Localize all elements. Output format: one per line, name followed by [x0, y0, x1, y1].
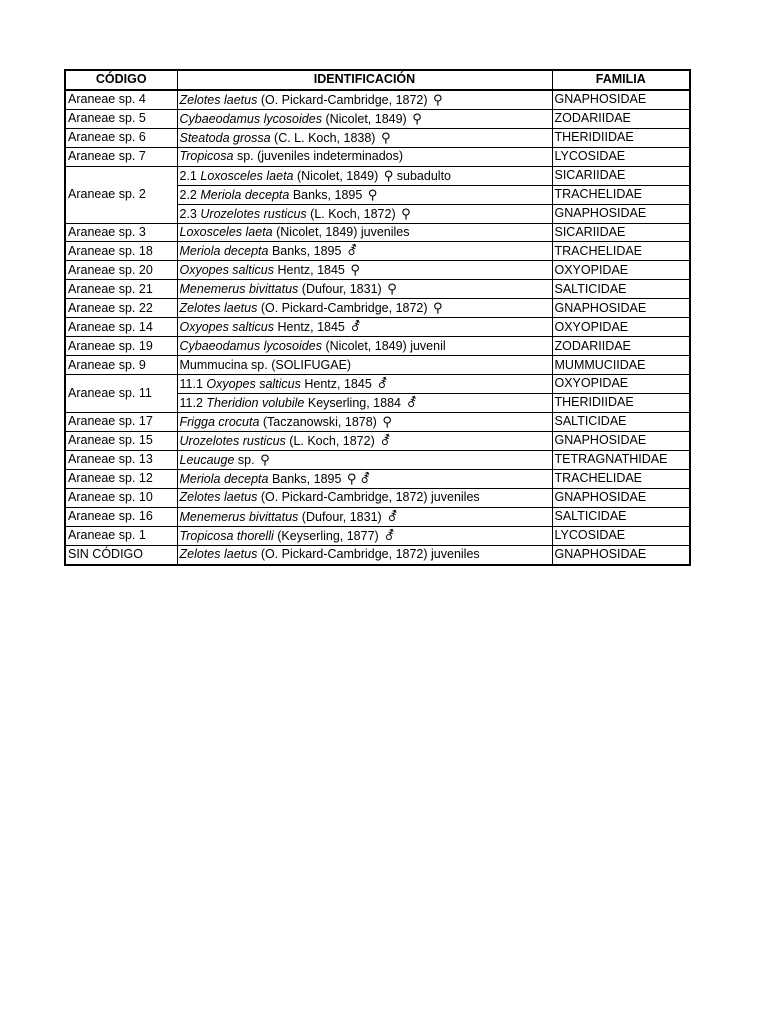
- authority: (O. Pickard-Cambridge, 1872) juveniles: [260, 490, 480, 505]
- sex-symbol-icon: ⚲: [387, 281, 397, 297]
- family-cell: TETRAGNATHIDAE: [552, 450, 690, 469]
- identification-cell: [177, 242, 552, 261]
- authority: (Dufour, 1831): [301, 282, 382, 297]
- sex-symbol-icon: ⚦: [387, 508, 399, 524]
- family-cell: OXYOPIDAE: [552, 261, 690, 280]
- family-cell: OXYOPIDAE: [552, 374, 690, 393]
- authority: (L. Koch, 1872): [289, 433, 375, 448]
- family-cell: TRACHELIDAE: [552, 185, 690, 204]
- table-row: [65, 356, 690, 375]
- table-row: [65, 261, 690, 280]
- code-cell: Araneae sp. 4: [65, 90, 177, 110]
- scientific-name: Tropicosa thorelli: [179, 528, 274, 543]
- table-row: [65, 242, 690, 261]
- scientific-name: Oxyopes salticus: [179, 320, 274, 335]
- species-table: [64, 69, 691, 566]
- identification-cell: [177, 128, 552, 147]
- family-cell: TRACHELIDAE: [552, 242, 690, 261]
- sub-number: 11.2: [179, 395, 203, 410]
- identification-cell: [177, 412, 552, 431]
- code-cell: Araneae sp. 15: [65, 431, 177, 450]
- identification-cell: [177, 299, 552, 318]
- identification-cell: [177, 337, 552, 356]
- identification-cell: [177, 526, 552, 545]
- family-cell: GNAPHOSIDAE: [552, 431, 690, 450]
- table-body: [65, 90, 690, 565]
- code-cell: Araneae sp. 18: [65, 242, 177, 261]
- identification-cell: [177, 147, 552, 166]
- code-cell: Araneae sp. 12: [65, 469, 177, 488]
- sub-number: 2.1: [179, 168, 197, 183]
- authority: Mummucina sp. (SOLIFUGAE): [179, 357, 352, 372]
- scientific-name: Meriola decepta: [179, 471, 269, 486]
- authority: (Keyserling, 1877): [277, 528, 379, 543]
- scientific-name: Tropicosa: [179, 149, 234, 164]
- scientific-name: Meriola decepta: [179, 244, 269, 259]
- authority: Banks, 1895: [271, 471, 342, 486]
- code-cell: SIN CÓDIGO: [65, 545, 177, 564]
- sex-symbol-icon: ⚦: [384, 527, 396, 543]
- sex-symbol-icon: ⚲: [433, 300, 443, 316]
- authority: (L. Koch, 1872): [310, 206, 396, 221]
- table-row: [65, 526, 690, 545]
- identification-cell: [177, 223, 552, 242]
- family-cell: SALTICIDAE: [552, 412, 690, 431]
- identification-cell: [177, 450, 552, 469]
- table-row: [65, 109, 690, 128]
- table-row: [65, 431, 690, 450]
- scientific-name: Zelotes laetus: [179, 301, 258, 316]
- table-row: [65, 337, 690, 356]
- header-row: [65, 70, 690, 90]
- sex-symbol-icon: ⚲: [383, 167, 394, 183]
- scientific-name: Menemerus bivittatus: [179, 282, 299, 297]
- scientific-name: Cybaeodamus lycosoides: [179, 111, 322, 126]
- code-cell: Araneae sp. 1: [65, 526, 177, 545]
- code-cell: Araneae sp. 16: [65, 507, 177, 526]
- scientific-name: Zelotes laetus: [179, 547, 258, 562]
- authority: Hentz, 1845: [304, 376, 372, 391]
- table-row: [65, 223, 690, 242]
- code-cell: Araneae sp. 19: [65, 337, 177, 356]
- sex-symbol-icon: ⚲: [350, 262, 360, 278]
- sex-symbol-icon: ⚲ ⚦: [346, 470, 371, 486]
- scientific-name: Cybaeodamus lycosoides: [179, 338, 322, 353]
- code-cell: Araneae sp. 2: [65, 166, 177, 223]
- table-row: [65, 469, 690, 488]
- identification-cell: [177, 318, 552, 337]
- authority: Banks, 1895: [292, 187, 363, 202]
- scientific-name: Zelotes laetus: [179, 92, 258, 107]
- authority: Banks, 1895: [271, 244, 342, 259]
- scientific-name: Oxyopes salticus: [206, 376, 301, 391]
- family-cell: ZODARIIDAE: [552, 109, 690, 128]
- identification-cell: [177, 393, 552, 412]
- code-cell: Araneae sp. 11: [65, 374, 177, 412]
- identification-cell: [177, 261, 552, 280]
- authority: sp. (juveniles indeterminados): [236, 149, 404, 164]
- identification-cell: [177, 356, 552, 375]
- sub-number: 2.2: [179, 187, 197, 202]
- authority: (Dufour, 1831): [301, 509, 382, 524]
- sex-symbol-icon: ⚲: [367, 186, 378, 202]
- scientific-name: Zelotes laetus: [179, 490, 258, 505]
- table-row: [65, 90, 690, 110]
- table-row: [65, 166, 690, 185]
- identification-cell: [177, 109, 552, 128]
- code-cell: Araneae sp. 7: [65, 147, 177, 166]
- code-cell: Araneae sp. 9: [65, 356, 177, 375]
- family-cell: GNAPHOSIDAE: [552, 90, 690, 110]
- scientific-name: Frigga crocuta: [179, 414, 260, 429]
- identification-cell: [177, 507, 552, 526]
- scientific-name: Urozelotes rusticus: [179, 433, 286, 448]
- family-cell: OXYOPIDAE: [552, 318, 690, 337]
- scientific-name: Menemerus bivittatus: [179, 509, 299, 524]
- authority: (Nicolet, 1849) juvenil: [325, 338, 446, 353]
- family-cell: MUMMUCIIDAE: [552, 356, 690, 375]
- sex-symbol-icon: ⚲: [380, 129, 391, 145]
- scientific-name: Loxosceles laeta: [200, 168, 294, 183]
- family-cell: GNAPHOSIDAE: [552, 299, 690, 318]
- scientific-name: Leucauge: [179, 452, 235, 467]
- sex-symbol-icon: ⚲: [412, 110, 422, 126]
- family-cell: ZODARIIDAE: [552, 337, 690, 356]
- identification-cell: [177, 166, 552, 185]
- code-cell: Araneae sp. 17: [65, 412, 177, 431]
- table-row: [65, 318, 690, 337]
- scientific-name: Oxyopes salticus: [179, 263, 274, 278]
- family-cell: LYCOSIDAE: [552, 147, 690, 166]
- authority: (O. Pickard-Cambridge, 1872) juveniles: [260, 547, 480, 562]
- code-cell: Araneae sp. 13: [65, 450, 177, 469]
- header-codigo: CÓDIGO: [65, 70, 177, 90]
- family-cell: GNAPHOSIDAE: [552, 204, 690, 223]
- sex-symbol-icon: ⚦: [380, 432, 392, 448]
- family-cell: THERIDIIDAE: [552, 128, 690, 147]
- scientific-name: Theridion volubile: [206, 395, 305, 410]
- family-cell: SALTICIDAE: [552, 280, 690, 299]
- sex-symbol-icon: ⚦: [377, 375, 389, 391]
- table-row: [65, 280, 690, 299]
- identification-cell: [177, 488, 552, 507]
- scientific-name: Loxosceles laeta: [179, 224, 273, 239]
- authority: (O. Pickard-Cambridge, 1872): [260, 301, 428, 316]
- family-cell: SALTICIDAE: [552, 507, 690, 526]
- authority: (Nicolet, 1849): [325, 111, 407, 126]
- scientific-name: Urozelotes rusticus: [200, 206, 307, 221]
- code-cell: Araneae sp. 14: [65, 318, 177, 337]
- table-row: [65, 507, 690, 526]
- family-cell: GNAPHOSIDAE: [552, 545, 690, 564]
- authority: (Nicolet, 1849) juveniles: [276, 224, 410, 239]
- authority: Hentz, 1845: [277, 320, 345, 335]
- table-row: [65, 488, 690, 507]
- sex-symbol-icon: ⚲: [382, 413, 392, 429]
- identification-cell: [177, 469, 552, 488]
- species-table-container: [64, 69, 691, 566]
- family-cell: GNAPHOSIDAE: [552, 488, 690, 507]
- sex-symbol-icon: ⚦: [350, 319, 362, 335]
- scientific-name: Steatoda grossa: [179, 130, 271, 145]
- authority: (Taczanowski, 1878): [262, 414, 377, 429]
- code-cell: Araneae sp. 10: [65, 488, 177, 507]
- stage-note: subadulto: [396, 168, 451, 183]
- identification-cell: [177, 545, 552, 564]
- family-cell: SICARIIDAE: [552, 166, 690, 185]
- code-cell: Araneae sp. 5: [65, 109, 177, 128]
- table-row: [65, 545, 690, 564]
- authority: Keyserling, 1884: [307, 395, 401, 410]
- sub-number: 11.1: [179, 376, 203, 391]
- sex-symbol-icon: ⚦: [406, 394, 418, 410]
- family-cell: THERIDIIDAE: [552, 393, 690, 412]
- sex-symbol-icon: ⚦: [346, 243, 358, 259]
- table-row: [65, 147, 690, 166]
- code-cell: Araneae sp. 3: [65, 223, 177, 242]
- table-row: [65, 299, 690, 318]
- family-cell: TRACHELIDAE: [552, 469, 690, 488]
- header-familia: FAMILIA: [552, 70, 690, 90]
- sub-number: 2.3: [179, 206, 197, 221]
- scientific-name: Meriola decepta: [200, 187, 290, 202]
- authority: Hentz, 1845: [277, 263, 345, 278]
- authority: (Nicolet, 1849): [296, 168, 379, 183]
- header-identificacion: IDENTIFICACIÓN: [177, 70, 552, 90]
- code-cell: Araneae sp. 6: [65, 128, 177, 147]
- code-cell: Araneae sp. 20: [65, 261, 177, 280]
- sex-symbol-icon: ⚲: [433, 91, 443, 107]
- authority: sp.: [237, 452, 255, 467]
- code-cell: Araneae sp. 21: [65, 280, 177, 299]
- table-row: [65, 412, 690, 431]
- family-cell: SICARIIDAE: [552, 223, 690, 242]
- table-row: [65, 374, 690, 393]
- identification-cell: [177, 431, 552, 450]
- family-cell: LYCOSIDAE: [552, 526, 690, 545]
- identification-cell: [177, 204, 552, 223]
- authority: (O. Pickard-Cambridge, 1872): [260, 92, 428, 107]
- sex-symbol-icon: ⚲: [260, 451, 270, 467]
- table-row: [65, 450, 690, 469]
- code-cell: Araneae sp. 22: [65, 299, 177, 318]
- identification-cell: [177, 185, 552, 204]
- authority: (C. L. Koch, 1838): [274, 130, 376, 145]
- table-row: [65, 128, 690, 147]
- sex-symbol-icon: ⚲: [401, 205, 411, 221]
- identification-cell: [177, 90, 552, 110]
- identification-cell: [177, 280, 552, 299]
- identification-cell: [177, 374, 552, 393]
